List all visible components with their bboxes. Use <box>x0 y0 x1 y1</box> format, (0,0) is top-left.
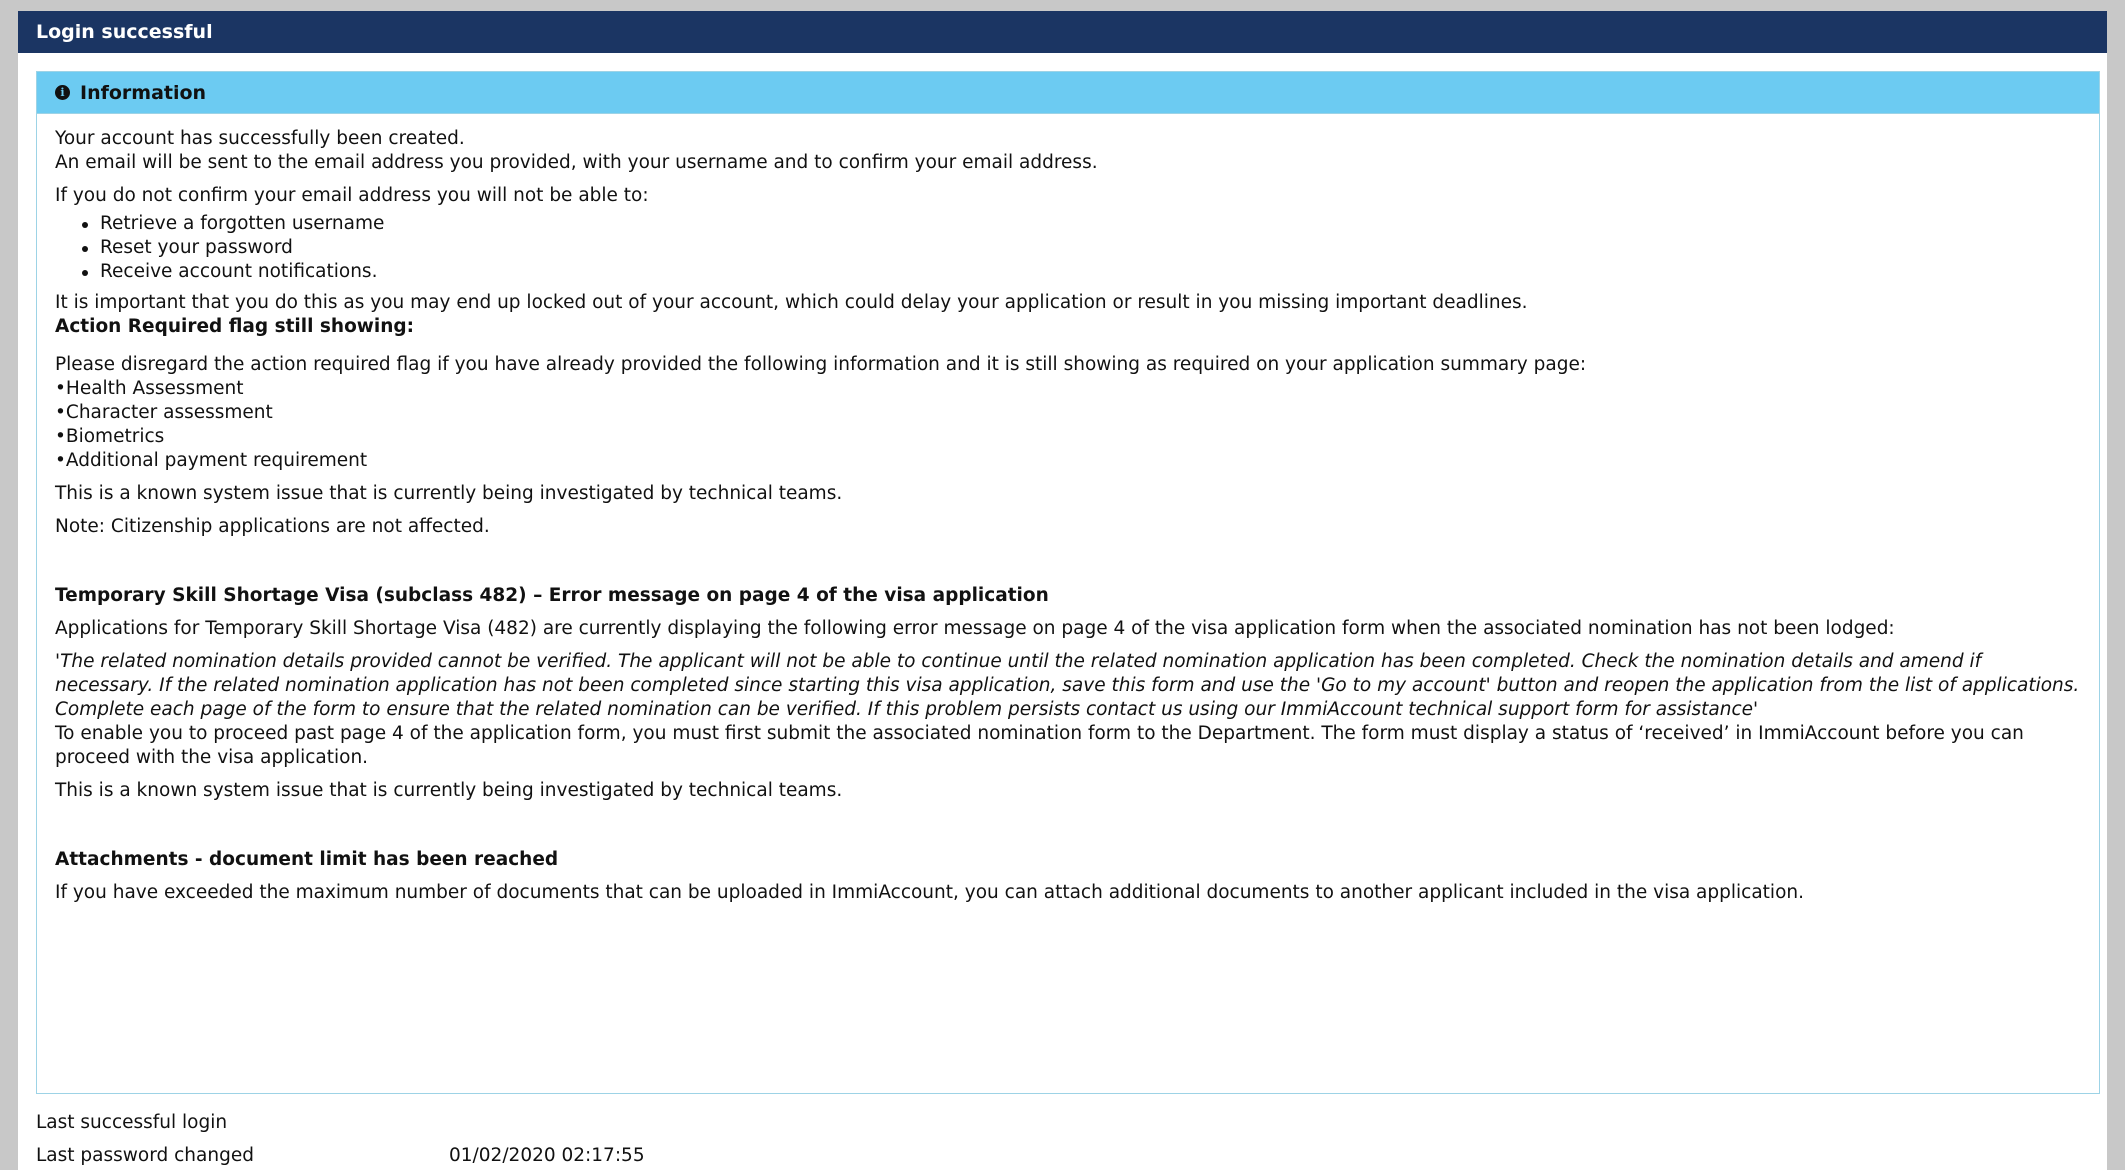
confirm-email-intro: If you do not confirm your email address you will not be able to: <box>55 185 649 206</box>
list-item: Reset your password <box>100 236 2081 260</box>
email-sent-text: An email will be sent to the email address you provided, with your username and to confirm your email address. <box>55 152 1098 173</box>
important-text: It is important that you do this as you may end up locked out of your account, which could delay your application or result in you missing important deadlines. <box>55 292 1528 313</box>
last-password-label: Last password changed <box>36 1145 254 1166</box>
tss-intro-text: Applications for Temporary Skill Shortage Visa (482) are currently displaying the following error message on page 4 of the visa application form when the associated nomination has not been lodged: <box>55 618 1895 639</box>
page-container <box>18 11 2107 1170</box>
attachments-text: If you have exceeded the maximum number of documents that can be uploaded in ImmiAccount, you can attach additional documents to another applicant included in the visa application. <box>55 882 1804 903</box>
citizenship-note: Note: Citizenship applications are not affected. <box>55 516 490 537</box>
list-item: Retrieve a forgotten username <box>100 212 2081 236</box>
tss-known-issue-text: This is a known system issue that is currently being investigated by technical teams. <box>55 780 843 801</box>
action-item: •Additional payment requirement <box>55 450 368 471</box>
information-heading: Information <box>80 81 207 104</box>
action-item: •Biometrics <box>55 426 165 447</box>
attachments-heading: Attachments - document limit has been reached <box>55 849 559 870</box>
last-login-label: Last successful login <box>36 1112 228 1133</box>
info-circle-icon: i <box>55 85 70 100</box>
action-item: •Health Assessment <box>55 378 244 399</box>
last-password-value: 01/02/2020 02:17:55 <box>449 1145 645 1166</box>
tss-error-quote: 'The related nomination details provided cannot be verified. The applicant will not be able to continue until the related nomination application has been completed. Check the nomination details and amend if necessary. If the related nomination application has not been completed since starting this visa application, save this form and use the 'Go to my account' button and reopen the application from the list of applications. Complete each page of the form to ensure that the related nomination can be verified. If this problem persists contact us using our ImmiAccount technical support form for assistance' <box>55 651 2080 720</box>
information-body <box>37 114 2099 905</box>
known-issue-text: This is a known system issue that is currently being investigated by technical teams. <box>55 483 843 504</box>
action-required-intro: Please disregard the action required flag if you have already provided the following information and it is still showing as required on your application summary page: <box>55 354 1587 375</box>
tss-heading: Temporary Skill Shortage Visa (subclass 482) – Error message on page 4 of the visa application <box>55 585 1049 606</box>
page-title: Login successful <box>18 11 2107 53</box>
list-item: Receive account notifications. <box>100 260 2081 284</box>
consequences-list <box>55 212 2081 284</box>
information-panel <box>36 71 2100 1094</box>
action-required-heading: Action Required flag still showing: <box>55 316 415 337</box>
account-created-text: Your account has successfully been created. <box>55 128 465 149</box>
tss-enable-text: To enable you to proceed past page 4 of the application form, you must first submit the associated nomination form to the Department. The form must display a status of ‘received’ in ImmiAccount before you can proceed with the visa application. <box>55 723 2024 768</box>
action-item: •Character assessment <box>55 402 273 423</box>
information-panel-header <box>37 72 2099 114</box>
